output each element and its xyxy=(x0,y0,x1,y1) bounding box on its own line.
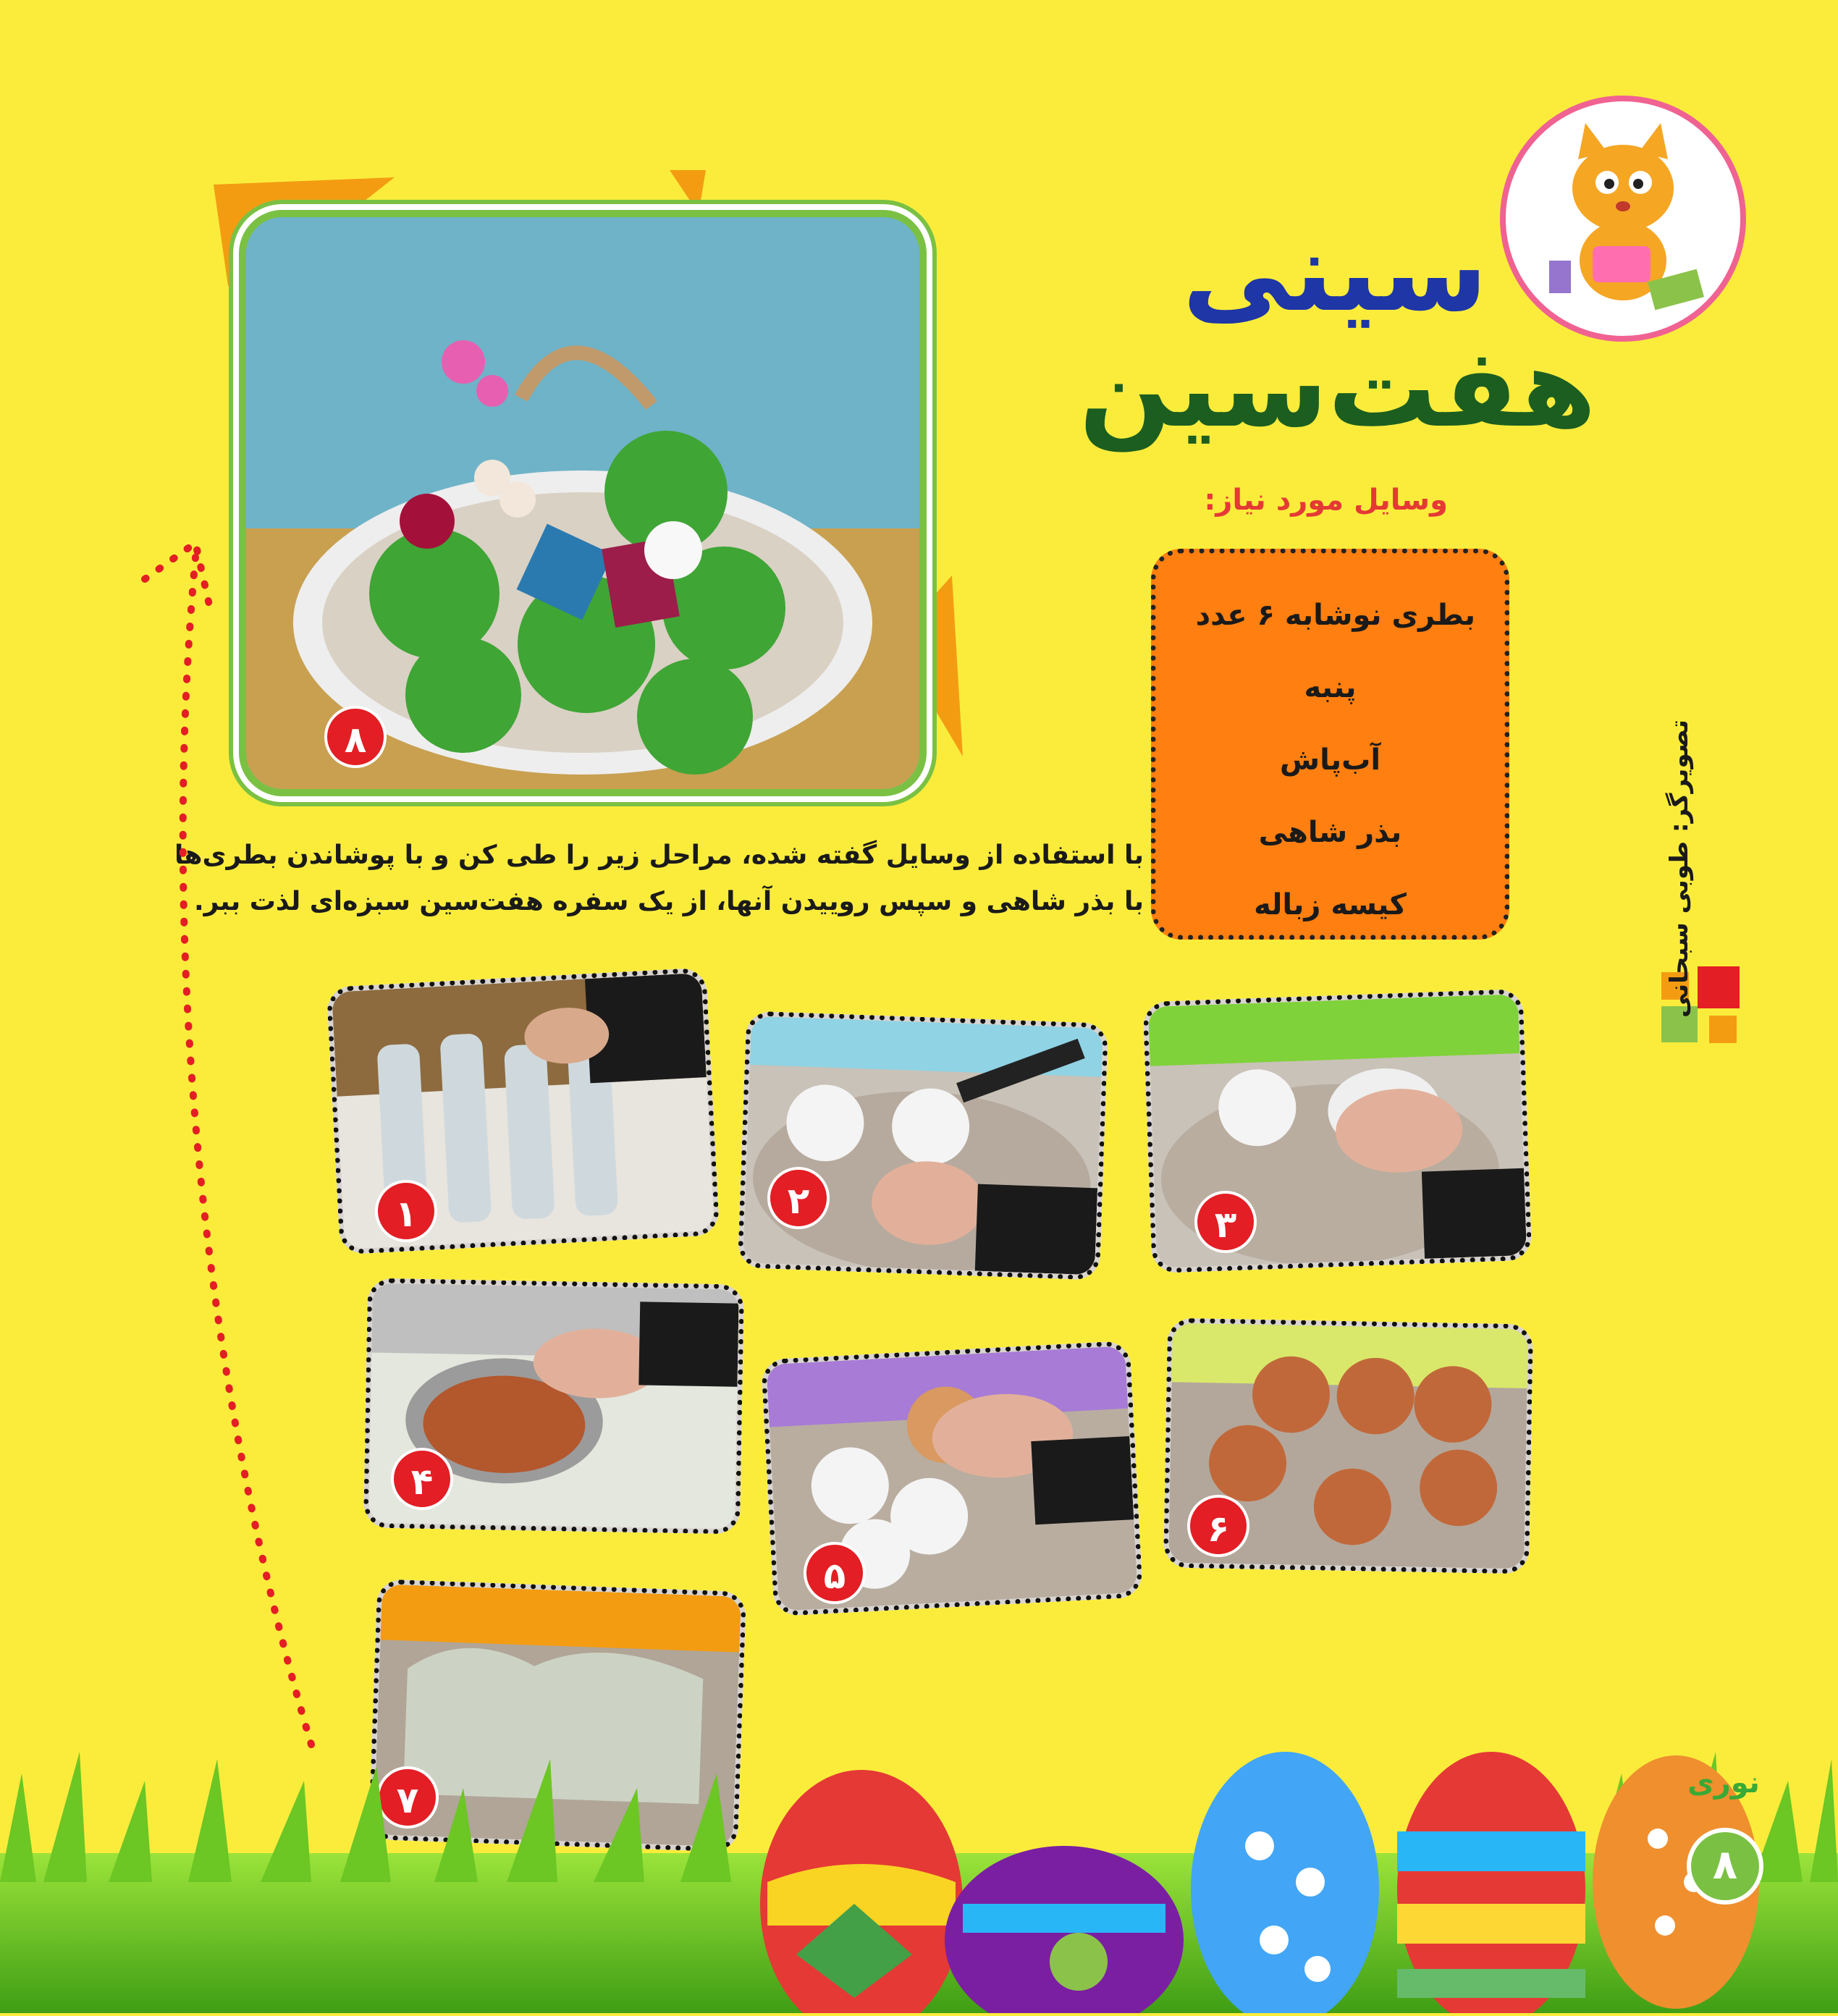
intro-line: با استفاده از وسایل گفته شده، مراحل زیر را طی کن و با پوشاندن بطری‌ها xyxy=(174,840,1144,870)
step-6-badge: ۶ xyxy=(1187,1495,1249,1557)
dotted-arrow xyxy=(130,514,333,1774)
page-number-badge: ۸ xyxy=(1687,1828,1763,1905)
material-item: آب‌پاش xyxy=(1279,743,1381,777)
material-item: پنبه xyxy=(1304,671,1357,704)
step-2-photo xyxy=(738,1011,1108,1280)
magazine-logo: نوری xyxy=(1687,1766,1760,1800)
page-title-line2: هفت‌سین xyxy=(1079,326,1596,452)
page-title-line1: سینی xyxy=(1182,210,1488,336)
step-7-badge: ۷ xyxy=(376,1766,439,1829)
step-5-badge: ۵ xyxy=(804,1542,866,1604)
requirements-label: وسایل مورد نیاز: xyxy=(1204,484,1448,517)
cat-mascot-illustration xyxy=(1500,96,1746,342)
grass-and-eggs-illustration xyxy=(0,1665,1838,2013)
step-8-badge: ۸ xyxy=(324,706,387,768)
intro-line: با بذر شاهی و سپس روییدن آنها، از یک سفره هفت‌سین سبزه‌ای لذت ببر. xyxy=(193,887,1144,916)
materials-box xyxy=(1151,549,1509,940)
step-4-badge: ۴ xyxy=(391,1448,453,1510)
illustrator-credit: تصویرگر: طوبی سبحانی xyxy=(1665,720,1694,1018)
step-3-badge: ۳ xyxy=(1194,1191,1257,1253)
material-item: بطری نوشابه ۶ عدد xyxy=(1195,599,1475,632)
step-1-badge: ۱ xyxy=(375,1180,437,1242)
step-2-badge: ۲ xyxy=(767,1167,830,1229)
material-item: کیسه زباله xyxy=(1254,888,1407,921)
material-item: بذر شاهی xyxy=(1258,816,1402,849)
